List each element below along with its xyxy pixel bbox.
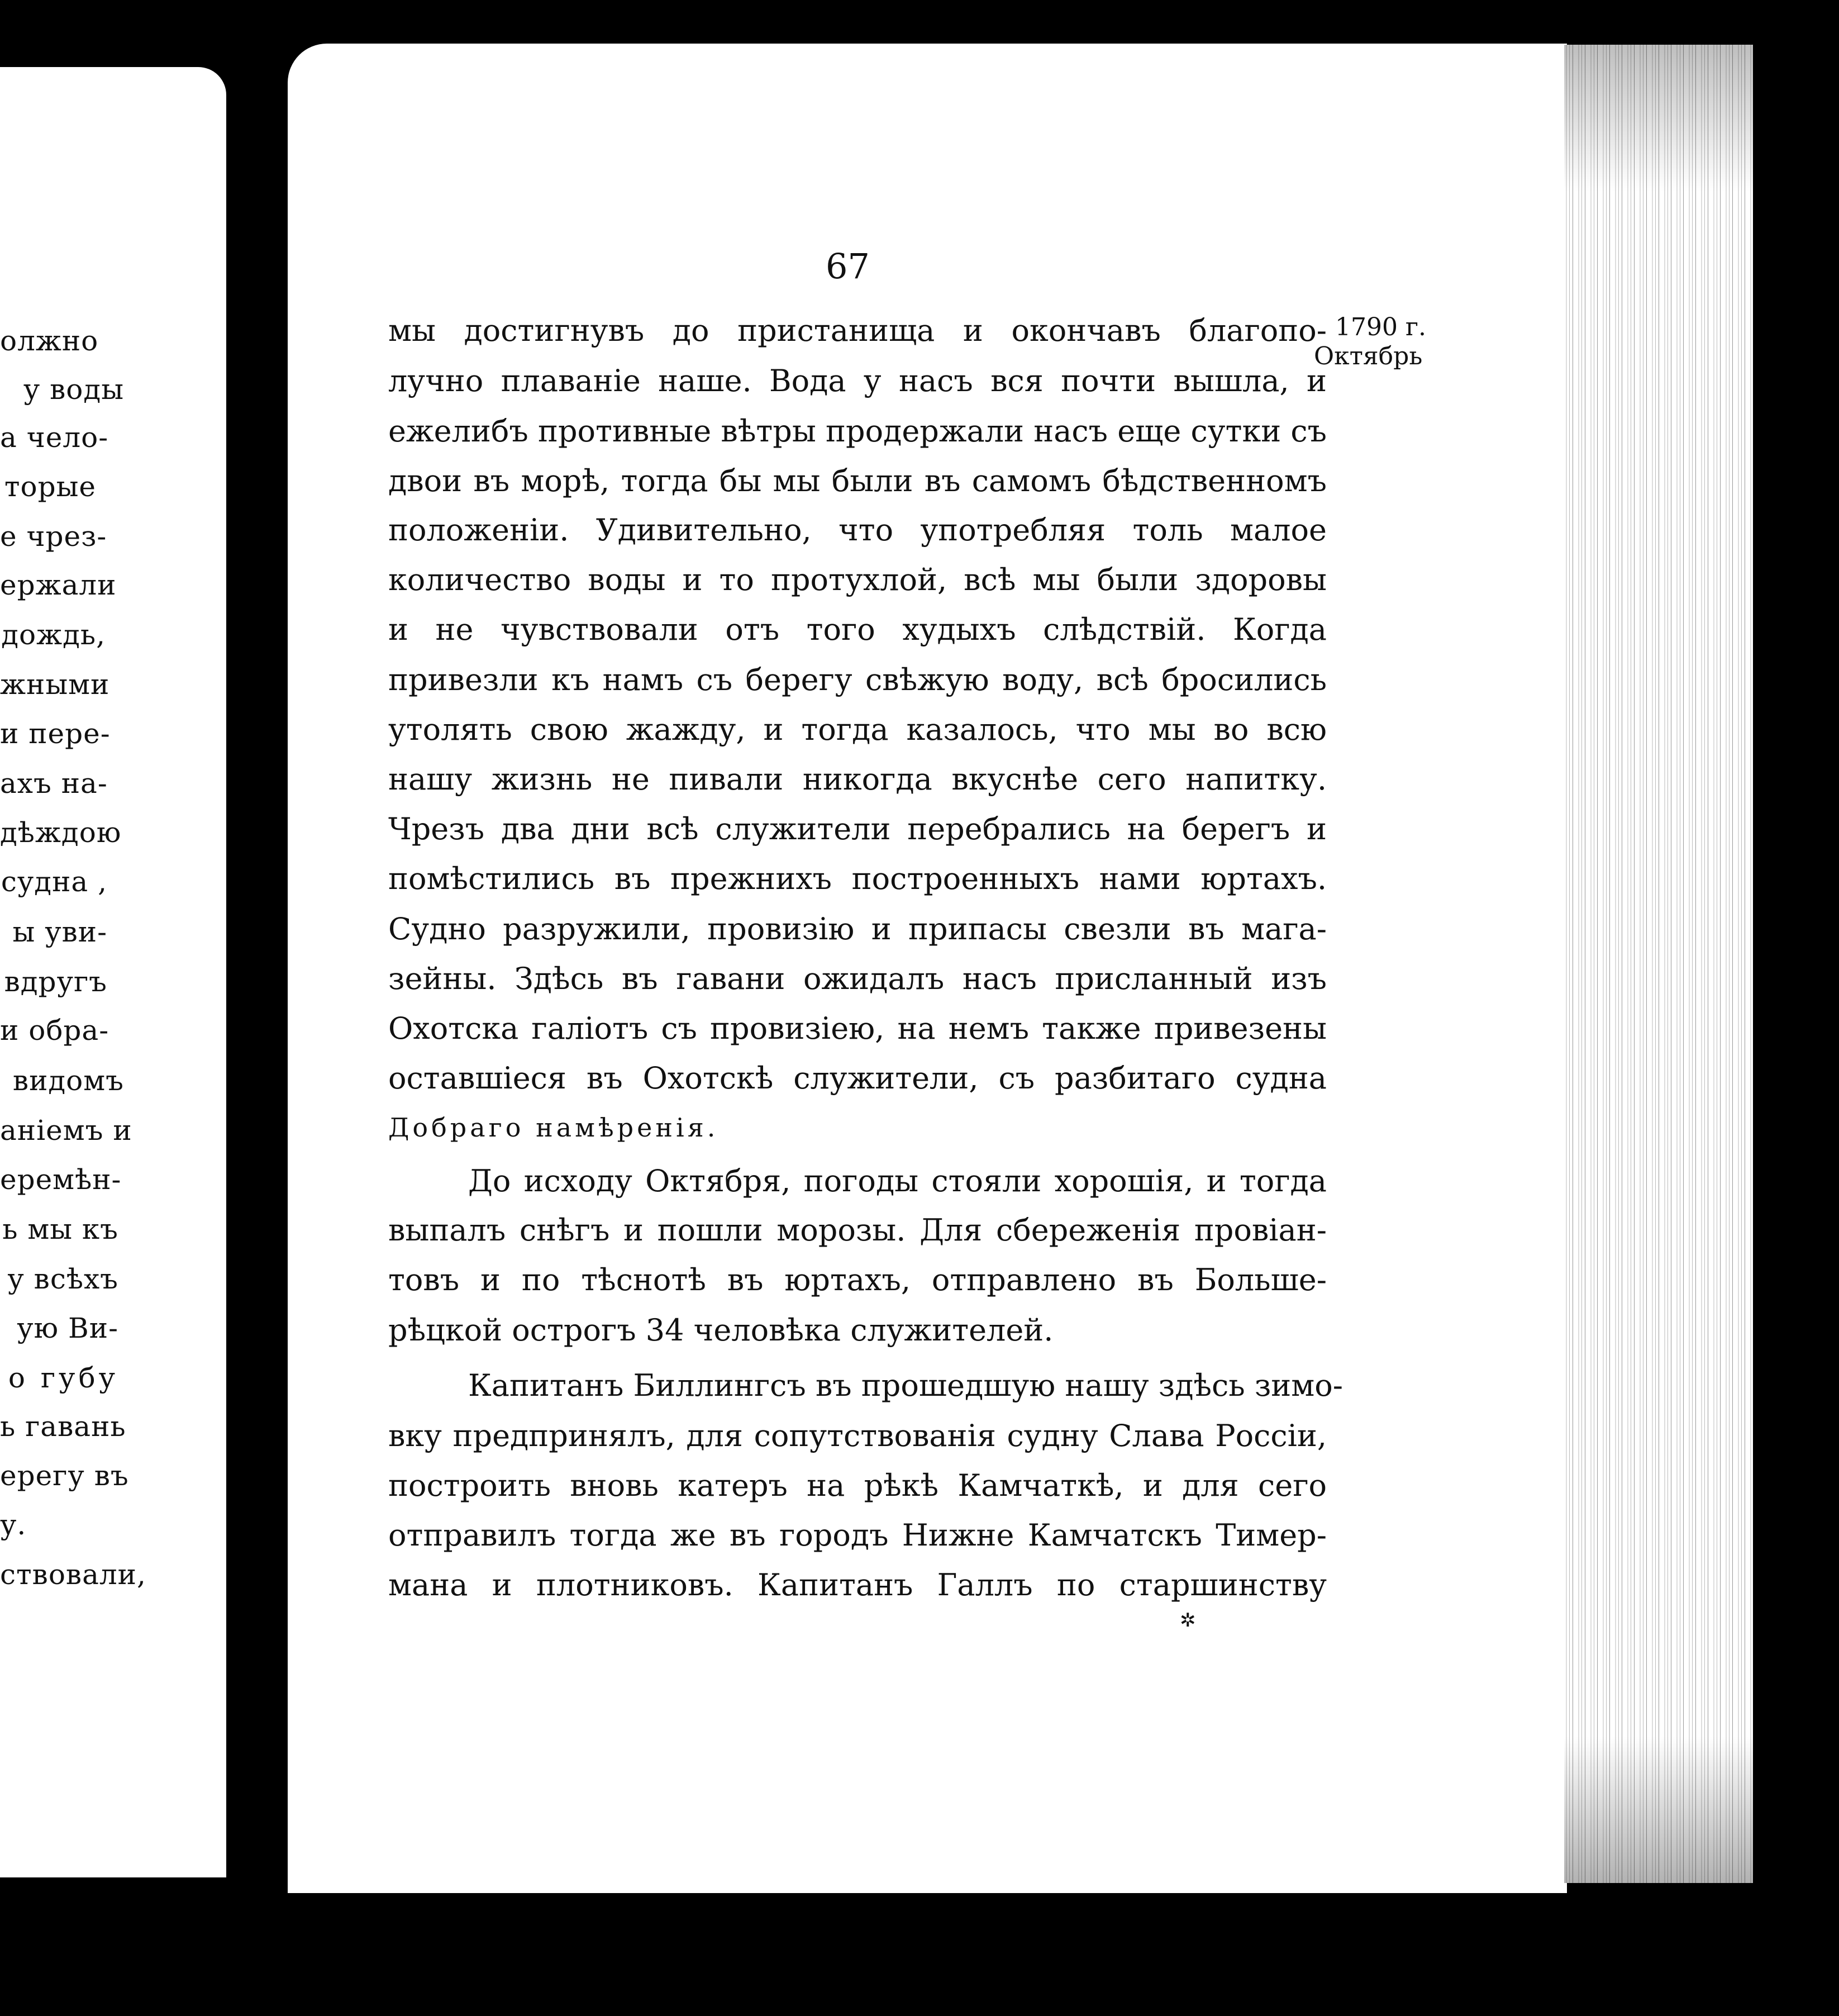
margin-note-year: 1790 г. [1335, 313, 1427, 341]
text-line: ежелибъ противные вѣтры продержали насъ еще сутки съ [388, 413, 1327, 449]
text-line: вку предпринялъ, для сопутствованія судну Слава Россіи, [388, 1418, 1327, 1453]
left-page-line: ержали [0, 569, 117, 601]
left-page-line: вдругъ [4, 966, 107, 998]
text-line: и не чувствовали отъ того худыхъ слѣдствій. Когда [388, 612, 1327, 647]
left-page-line: е чрез- [0, 520, 107, 553]
text-line: построить вновь катеръ на рѣкѣ Камчаткѣ, и для сего [388, 1468, 1327, 1503]
book-gutter [226, 67, 288, 1911]
left-page-line: дѣждою [0, 816, 122, 849]
left-page-line: дождь, [1, 619, 106, 651]
left-page-line: ь гавань [0, 1410, 126, 1443]
text-line: отправилъ тогда же въ городъ Нижне Камчатскъ Тимер- [388, 1518, 1327, 1553]
text-line: товъ и по тѣснотѣ въ юртахъ, отправлено въ Больше- [388, 1262, 1327, 1297]
text-line: Капитанъ Биллингсъ въ прошедшую нашу здѣсь зимо- [468, 1368, 1343, 1403]
text-line: количество воды и то протухлой, всѣ мы были здоровы [388, 562, 1327, 597]
left-page-line: олжно [0, 325, 99, 357]
text-line: выпалъ снѣгъ и пошли морозы. Для сбереженія провіан- [388, 1213, 1327, 1248]
text-line: рѣцкой острогъ 34 человѣка служителей. [388, 1313, 1054, 1348]
left-page-line: ую Ви- [17, 1312, 118, 1344]
text-line: нашу жизнь не пивали никогда вкуснѣе сего напитку. [388, 762, 1327, 797]
page-number: 67 [826, 246, 870, 287]
page-edges [1564, 45, 1753, 1883]
text-line: мы достигнувъ до пристанища и окончавъ благопо- [388, 313, 1327, 348]
text-line: двои въ морѣ, тогда бы мы были въ самомъ бѣдственномъ [388, 463, 1327, 498]
text-line: зейны. Здѣсь въ гавани ожидалъ насъ присланный изъ [388, 961, 1327, 996]
text-line: привезли къ намъ съ берегу свѣжую воду, всѣ бросились [388, 662, 1327, 697]
text-line: положеніи. Удивительно, что употребляя толь малое [388, 512, 1327, 548]
text-line: Судно разружили, провизію и припасы свезли въ мага- [388, 911, 1327, 947]
left-page-line: и обра- [0, 1014, 109, 1047]
left-page-line: еремѣн- [0, 1163, 122, 1196]
text-line: мана и плотниковъ. Капитанъ Галлъ по старшинству [388, 1567, 1327, 1603]
margin-note-month: Октябрь [1314, 342, 1423, 370]
left-page-line: ахъ на- [0, 767, 108, 800]
left-page-line: у. [0, 1509, 27, 1541]
left-page-line: торые [4, 470, 96, 503]
text-line: лучно плаваніе наше. Вода у насъ вся почти вышла, и [388, 363, 1327, 398]
text-line: До исходу Октября, погоды стояли хорошія, и тогда [468, 1163, 1327, 1199]
left-page-line: видомъ [12, 1064, 124, 1097]
text-line: Чрезъ два дни всѣ служители перебрались на берегъ и [388, 811, 1327, 847]
left-page-line: а чело- [0, 421, 109, 454]
left-page-line: аніемъ и [0, 1114, 132, 1147]
left-page-line: у воды [23, 373, 124, 406]
left-page-line: ы уви- [12, 916, 107, 948]
left-page-line: ерегу въ [0, 1459, 129, 1492]
left-page-line: жными [0, 668, 110, 701]
left-page-line: и пере- [0, 717, 111, 750]
text-line: Добраго намѣренія. [388, 1112, 719, 1143]
left-page-line: ствовали, [0, 1558, 146, 1591]
text-line: помѣстились въ прежнихъ построенныхъ нами юртахъ. [388, 861, 1327, 896]
left-page-line: о губу [8, 1362, 118, 1394]
text-line: утолять свою жажду, и тогда казалось, что мы во всю [388, 712, 1327, 747]
ornament-icon: ✲ [1180, 1609, 1196, 1632]
text-line: оставшіеся въ Охотскѣ служители, съ разбитаго судна [388, 1061, 1327, 1096]
left-page-line: у всѣхъ [7, 1263, 118, 1295]
left-page-line: судна , [1, 866, 107, 898]
text-line: Охотска галіотъ съ провизіею, на немъ также привезены [388, 1011, 1327, 1046]
left-page-line: ь мы къ [2, 1213, 118, 1245]
